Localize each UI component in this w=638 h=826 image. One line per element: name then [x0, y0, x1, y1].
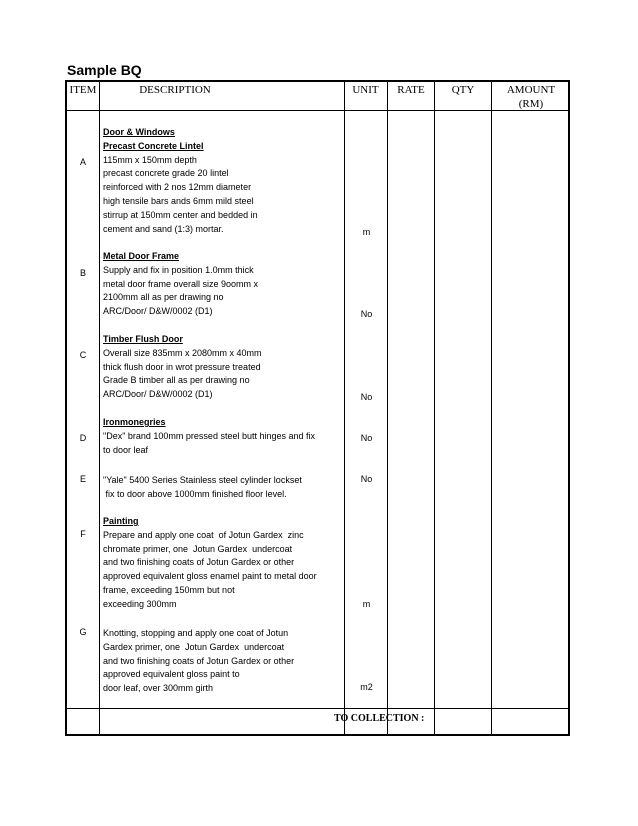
item-a-unit: m: [362, 227, 371, 237]
item-letter-a: A: [79, 157, 86, 167]
description-line: and two finishing coats of Jotun Gardex or other: [103, 655, 295, 666]
item-c-description: [103, 333, 262, 402]
header-amount-unit: (RM): [518, 98, 544, 110]
item-e-unit: No: [360, 474, 373, 484]
description-line: frame, exceeding 150mm but not: [103, 584, 235, 595]
item-heading: Metal Door Frame: [103, 251, 180, 261]
description-line: fix to door above 1000mm finished floor level.: [103, 488, 287, 499]
description-line: ARC/Door/ D&W/0002 (D1): [103, 389, 213, 400]
header-item: ITEM: [69, 84, 97, 96]
header-qty: QTY: [451, 84, 475, 96]
item-f-unit: m: [362, 599, 371, 609]
col-divider-item: [99, 82, 100, 734]
to-collection-label: TO COLLECTION :: [334, 713, 425, 724]
description-line: and two finishing coats of Jotun Gardex or other: [103, 557, 295, 568]
item-letter-b: B: [79, 268, 86, 278]
item-g-description: [103, 627, 294, 696]
item-letter-f: F: [80, 529, 86, 539]
description-line: cement and sand (1:3) mortar.: [103, 223, 224, 234]
item-heading: Ironmonegries: [103, 417, 166, 427]
header-rate: RATE: [397, 84, 425, 96]
description-line: precast concrete grade 20 lintel: [103, 168, 229, 179]
col-divider-rate: [434, 82, 435, 734]
item-heading: Precast Concrete Lintel: [103, 140, 204, 151]
description-line: Overall size 835mm x 2080mm x 40mm: [103, 347, 262, 358]
item-g-unit: m2: [360, 682, 373, 692]
description-line: Supply and fix in position 1.0mm thick: [103, 264, 254, 275]
item-a-description: [103, 126, 258, 236]
col-divider-unit: [387, 82, 388, 734]
col-divider-description: [344, 82, 345, 734]
description-line: to door leaf: [103, 444, 149, 455]
description-line: 2100mm all as per drawing no: [103, 292, 224, 303]
bq-table: [65, 80, 570, 736]
description-line: Knotting, stopping and apply one coat of Jotun: [103, 628, 289, 638]
item-letter-g: G: [79, 627, 87, 637]
description-line: high tensile bars ands 6mm mild steel: [103, 195, 254, 206]
description-line: exceeding 300mm: [103, 598, 177, 609]
item-letter-e: E: [79, 474, 86, 484]
description-line: Gardex primer, one Jotun Gardex undercoat: [103, 641, 285, 652]
description-line: metal door frame overall size 9oomm x: [103, 278, 259, 289]
description-line: reinforced with 2 nos 12mm diameter: [103, 182, 252, 193]
description-line: thick flush door in wrot pressure treated: [103, 361, 261, 372]
description-line: door leaf, over 300mm girth: [103, 683, 214, 694]
section-heading: Door & Windows: [103, 127, 175, 137]
description-line: approved equivalent gloss paint to: [103, 669, 240, 680]
description-line: 115mm x 150mm depth: [103, 154, 197, 165]
header-description: DESCRIPTION: [139, 84, 211, 96]
item-d-description: [103, 416, 315, 457]
header-divider: [67, 110, 568, 111]
item-c-unit: No: [360, 392, 373, 402]
item-heading: Timber Flush Door: [103, 334, 183, 344]
col-divider-qty: [491, 82, 492, 734]
description-line: Grade B timber all as per drawing no: [103, 375, 250, 386]
description-line: "Yale" 5400 Series Stainless steel cylinder lockset: [103, 475, 302, 485]
item-letter-d: D: [79, 433, 87, 443]
footer-divider: [67, 708, 568, 709]
item-b-unit: No: [360, 309, 373, 319]
item-e-description: [103, 474, 302, 502]
description-line: chromate primer, one Jotun Gardex undercoat: [103, 543, 293, 554]
description-line: "Dex" brand 100mm pressed steel butt hinges and fix: [103, 430, 316, 441]
item-heading: Painting: [103, 516, 139, 526]
item-f-description: [103, 515, 317, 612]
description-line: Prepare and apply one coat of Jotun Gardex zinc: [103, 529, 304, 540]
description-line: stirrup at 150mm center and bedded in: [103, 209, 258, 220]
item-letter-c: C: [79, 350, 87, 360]
header-unit: UNIT: [352, 84, 379, 96]
page-title: Sample BQ: [67, 62, 142, 78]
description-line: approved equivalent gloss enamel paint to metal door: [103, 571, 317, 582]
item-b-description: [103, 250, 258, 319]
description-line: ARC/Door/ D&W/0002 (D1): [103, 306, 213, 317]
item-d-unit: No: [360, 433, 373, 443]
header-amount: AMOUNT: [506, 84, 556, 96]
